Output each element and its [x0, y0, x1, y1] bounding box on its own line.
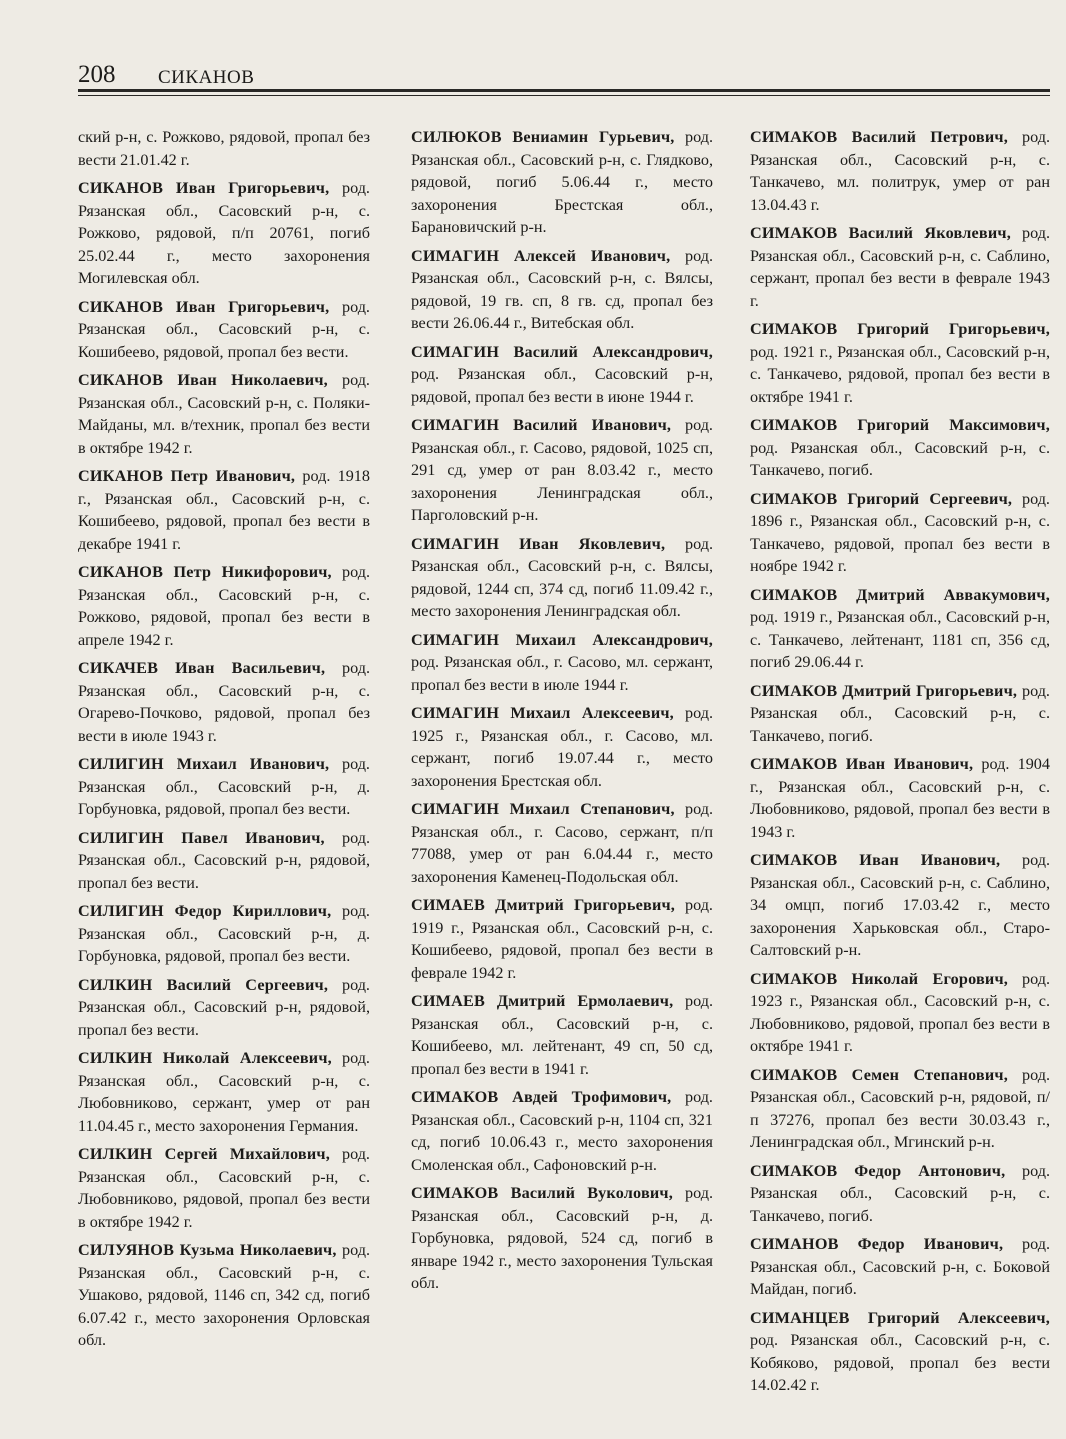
- register-entry: [411, 126, 713, 239]
- entry-name: СИЛКИН Николай Алексеевич,: [78, 1049, 332, 1067]
- entry-text: род. Рязанская обл., Сасовский р-н, с. Саблино, сержант, пропал без вести в феврале 1943 г.: [750, 224, 1050, 310]
- entry-text: род. Рязанская обл., Сасовский р-н, д. Горбуновка, рядовой, пропал без вести.: [78, 902, 370, 965]
- entry-name: СИМАКОВ Иван Иванович,: [750, 851, 1001, 869]
- register-entry: [78, 126, 370, 171]
- header-rule-thick: [78, 89, 1050, 92]
- entry-name: СИМАКОВ Иван Иванович,: [750, 755, 974, 773]
- register-entry: [411, 702, 713, 792]
- entry-text: род. 1923 г., Рязанская обл., Сасовский р-н, с. Любовниково, рядовой, пропал без вести в октябре 1941 г.: [750, 969, 1050, 1055]
- entry-text: род. Рязанская обл., Сасовский р-н, с. Танкачево, мл. политрук, умер от ран 13.04.43 г.: [750, 128, 1050, 214]
- register-entry: [411, 1182, 713, 1295]
- register-entry: [750, 126, 1050, 216]
- entry-name: СИЛКИН Василий Сергеевич,: [78, 975, 329, 994]
- entry-name: СИЛИГИН Михаил Иванович,: [78, 755, 330, 773]
- register-entry: [411, 990, 713, 1080]
- entry-name: СИМАГИН Михаил Александрович,: [411, 630, 713, 649]
- entry-name: СИМАКОВ Николай Егорович,: [750, 969, 1009, 988]
- register-entry: [411, 414, 713, 527]
- entry-text: род. Рязанская обл., Сасовский р-н, с. Танкачево, погиб.: [750, 1161, 1050, 1225]
- entry-text: род. Рязанская обл., Сасовский р-н, д. Горбуновка, рядовой, пропал без вести.: [78, 755, 370, 818]
- entry-text: род. Рязанская обл., Сасовский р-н, с. Боковой Майдан, погиб.: [750, 1235, 1050, 1298]
- entry-text: род. Рязанская обл., Сасовский р-н, 1104 сп, 321 сд, погиб 10.06.43 г., место захоронения Смоленская обл., Сафоновский р-н.: [411, 1088, 713, 1174]
- register-entry: [750, 414, 1050, 482]
- entry-text: род. 1896 г., Рязанская обл., Сасовский р-н, с. Танкачево, рядовой, пропал без вести в ноябре 1942 г.: [750, 489, 1050, 575]
- entry-text: род. Рязанская обл., Сасовский р-н, с. Глядково, рядовой, погиб 5.06.44 г., место захоронения Брестская обл., Барановичский р-н.: [411, 128, 713, 236]
- register-entry: [750, 584, 1050, 674]
- entry-name: СИМАГИН Алексей Иванович,: [411, 246, 671, 265]
- register-entry: [78, 296, 370, 364]
- register-entry: [411, 1086, 713, 1176]
- register-entry: [750, 222, 1050, 312]
- register-entry: [411, 341, 713, 409]
- entry-text: род. Рязанская обл., г. Сасово, рядовой, 1025 сп, 291 сд, умер от ран 8.03.42 г., место захоронения Ленинградская обл., Парголовский р-н.: [411, 416, 713, 524]
- entry-text: род. Рязанская обл., Сасовский р-н, с. Танкачево, погиб.: [750, 681, 1050, 745]
- entry-name: СИМАКОВ Василий Яковлевич,: [750, 224, 1011, 242]
- register-entry: [78, 561, 370, 651]
- register-entry: [78, 1143, 370, 1233]
- entry-text: род. Рязанская обл., Сасовский р-н, с. Саблино, 34 омцп, погиб 17.03.42 г., место захоронения Харьковская обл., Старо-Салтовский р-н.: [750, 851, 1050, 959]
- entry-text: род. Рязанская обл., Сасовский р-н, с. Танкачево, погиб.: [750, 438, 1050, 479]
- entry-name: СИМАГИН Василий Александрович,: [411, 342, 713, 361]
- entry-name: СИКАНОВ Иван Григорьевич,: [78, 179, 330, 197]
- page-number: 208: [78, 61, 116, 88]
- entry-name: СИМАКОВ Григорий Сергеевич,: [750, 489, 1013, 508]
- register-entry: [411, 894, 713, 984]
- register-entry: [78, 657, 370, 747]
- entry-name: СИМАКОВ Авдей Трофимович,: [411, 1088, 672, 1106]
- register-entry: [750, 1307, 1050, 1397]
- entry-name: СИМАКОВ Семен Степанович,: [750, 1065, 1008, 1084]
- entry-text: род. Рязанская обл., Сасовский р-н, с. Любовниково, сержант, умер от ран 11.04.45 г., место захоронения Германия.: [78, 1049, 370, 1135]
- entry-name: СИКАНОВ Петр Никифорович,: [78, 563, 332, 581]
- entry-text: род. 1919 г., Рязанская обл., Сасовский р-н, с. Танкачево, лейтенант, 1181 сп, 356 сд, погиб 29.06.44 г.: [750, 608, 1050, 671]
- register-entry: [750, 1160, 1050, 1228]
- register-entry: [78, 753, 370, 821]
- entry-text: род. Рязанская обл., Сасовский р-н, с. Огарево-Почково, рядовой, пропал без вести в июле 1943 г.: [78, 659, 370, 745]
- entry-name: СИМАКОВ Григорий Григорьевич,: [750, 320, 1050, 338]
- register-entry: [750, 318, 1050, 408]
- entry-text: род. Рязанская обл., г. Сасово, мл. сержант, пропал без вести в июле 1944 г.: [411, 653, 713, 694]
- register-entry: [78, 369, 370, 459]
- entry-name: СИЛКИН Сергей Михайлович,: [78, 1145, 330, 1163]
- entry-text: род. 1919 г., Рязанская обл., Сасовский р-н, с. Кошибеево, рядовой, пропал без вести в феврале 1942 г.: [411, 896, 713, 982]
- entry-text: род. Рязанская обл., Сасовский р-н, с. Рожково, рядовой, п/п 20761, погиб 25.02.44 г., место захоронения Могилевская обл.: [78, 179, 370, 287]
- header-rule-thin: [78, 95, 1050, 96]
- entry-name: СИМАЕВ Дмитрий Ермолаевич,: [411, 992, 674, 1010]
- entry-text: род. Рязанская обл., Сасовский р-н, с. Вялсы, рядовой, 19 гв. сп, 8 гв. сд, пропал без вести 26.06.44 г., Витебская обл.: [411, 246, 713, 332]
- running-title: СИКАНОВ: [158, 67, 255, 88]
- entry-text: род. 1904 г., Рязанская обл., Сасовский р-н, с. Любовниково, рядовой, пропал без вести в 1943 г.: [750, 755, 1050, 841]
- entry-text: род. Рязанская обл., Сасовский р-н, с. Любовниково, рядовой, пропал без вести в октябре 1942 г.: [78, 1145, 370, 1231]
- entry-text: род. Рязанская обл., Сасовский р-н, рядовой, пропал без вести.: [78, 975, 370, 1039]
- register-entry: [78, 974, 370, 1042]
- register-entry: [411, 245, 713, 335]
- register-entry: [750, 968, 1050, 1058]
- entry-text: род. Рязанская обл., Сасовский р-н, с. Рожково, рядовой, пропал без вести в апреле 1942 г.: [78, 563, 370, 649]
- entry-text: род. 1918 г., Рязанская обл., Сасовский р-н, с. Кошибеево, рядовой, пропал без вести в декабре 1941 г.: [78, 467, 370, 553]
- entry-name: СИКАНОВ Иван Григорьевич,: [78, 297, 330, 316]
- entry-text: род. Рязанская обл., Сасовский р-н, с. Кошибеево, мл. лейтенант, 49 сп, 50 сд, пропал без вести в 1941 г.: [411, 992, 713, 1078]
- register-entry: [750, 1064, 1050, 1154]
- register-entry: [411, 629, 713, 697]
- text-column-2: [411, 126, 713, 1301]
- entry-name: СИМАКОВ Федор Антонович,: [750, 1161, 1006, 1180]
- entry-name: СИКАЧЕВ Иван Васильевич,: [78, 659, 326, 677]
- entry-text: род. Рязанская обл., Сасовский р-н, с. Кобяково, рядовой, пропал без вести 14.02.42 г.: [750, 1331, 1050, 1394]
- entry-text: род. Рязанская обл., Сасовский р-н, рядовой, пропал без вести.: [78, 828, 370, 892]
- entry-name: СИЛИГИН Павел Иванович,: [78, 828, 325, 847]
- register-entry: [750, 849, 1050, 962]
- text-column-3: [750, 126, 1050, 1403]
- entry-name: СИМАЕВ Дмитрий Григорьевич,: [411, 896, 676, 914]
- entry-name: СИМАКОВ Василий Вуколович,: [411, 1184, 673, 1202]
- entry-text: род. Рязанская обл., Сасовский р-н, с. Поляки-Майданы, мл. в/техник, пропал без вести в октябре 1942 г.: [78, 371, 370, 457]
- entry-text: род. Рязанская обл., г. Сасово, сержант, п/п 77088, умер от ран 6.04.44 г., место захоронения Каменец-Подольская обл.: [411, 800, 713, 886]
- register-entry: [78, 465, 370, 555]
- running-head: [78, 60, 1050, 100]
- register-entry: [411, 798, 713, 888]
- register-entry: [78, 1239, 370, 1352]
- entry-text: род. Рязанская обл., Сасовский р-н, рядовой, п/п 37276, пропал без вести 30.03.43 г., Ленинградская обл., Мгинский р-н.: [750, 1065, 1050, 1151]
- entry-name: СИМАКОВ Василий Петрович,: [750, 128, 1008, 146]
- register-entry: [78, 827, 370, 895]
- entry-name: СИЛУЯНОВ Кузьма Николаевич,: [78, 1241, 337, 1259]
- entry-text: род. Рязанская обл., Сасовский р-н, с. Ушаково, рядовой, 1146 сп, 342 сд, погиб 6.07.42 г., место захоронения Орловская обл.: [78, 1241, 370, 1349]
- entry-text: род. Рязанская обл., Сасовский р-н, д. Горбуновка, рядовой, 524 сд, погиб в январе 1942 г., место захоронения Тульская обл.: [411, 1184, 713, 1292]
- register-entry: [78, 177, 370, 290]
- entry-name: СИЛИГИН Федор Кириллович,: [78, 902, 332, 920]
- entry-name: СИМАНЦЕВ Григорий Алексеевич,: [750, 1308, 1050, 1327]
- register-entry: [411, 533, 713, 623]
- entry-name: СИКАНОВ Петр Иванович,: [78, 467, 296, 485]
- entry-text: род. 1921 г., Рязанская обл., Сасовский р-н, с. Танкачево, рядовой, пропал без вести в октябре 1941 г.: [750, 342, 1050, 406]
- register-entry: [78, 1047, 370, 1137]
- entry-text: ский р-н, с. Рожково, рядовой, пропал без вести 21.01.42 г.: [78, 128, 370, 169]
- entry-name: СИЛЮКОВ Вениамин Гурьевич,: [411, 128, 675, 146]
- entry-text: род. 1925 г., Рязанская обл., г. Сасово, мл. сержант, погиб 19.07.44 г., место захоронения Брестская обл.: [411, 704, 713, 790]
- entry-name: СИМАГИН Михаил Степанович,: [411, 800, 675, 818]
- register-entry: [750, 1233, 1050, 1301]
- entry-text: род. Рязанская обл., Сасовский р-н, с. Кошибеево, рядовой, пропал без вести.: [78, 297, 370, 361]
- entry-text: род. Рязанская обл., Сасовский р-н, с. Вялсы, рядовой, 1244 сп, 374 сд, погиб 11.09.42 г., место захоронения Ленинградская обл.: [411, 534, 713, 620]
- entry-name: СИМАГИН Михаил Алексеевич,: [411, 704, 674, 722]
- register-entry: [78, 900, 370, 968]
- entry-name: СИМАКОВ Дмитрий Григорьевич,: [750, 681, 1018, 700]
- register-entry: [750, 680, 1050, 748]
- entry-name: СИМАГИН Иван Яковлевич,: [411, 534, 666, 553]
- entry-name: СИКАНОВ Иван Николаевич,: [78, 371, 328, 389]
- entry-name: СИМАКОВ Дмитрий Аввакумович,: [750, 585, 1050, 604]
- entry-name: СИМАНОВ Федор Иванович,: [750, 1235, 1004, 1253]
- entry-name: СИМАКОВ Григорий Максимович,: [750, 416, 1050, 434]
- entry-name: СИМАГИН Василий Иванович,: [411, 416, 672, 434]
- text-column-1: [78, 126, 370, 1358]
- register-entry: [750, 488, 1050, 578]
- register-entry: [750, 753, 1050, 843]
- entry-text: род. Рязанская обл., Сасовский р-н, рядовой, пропал без вести в июне 1944 г.: [411, 365, 713, 406]
